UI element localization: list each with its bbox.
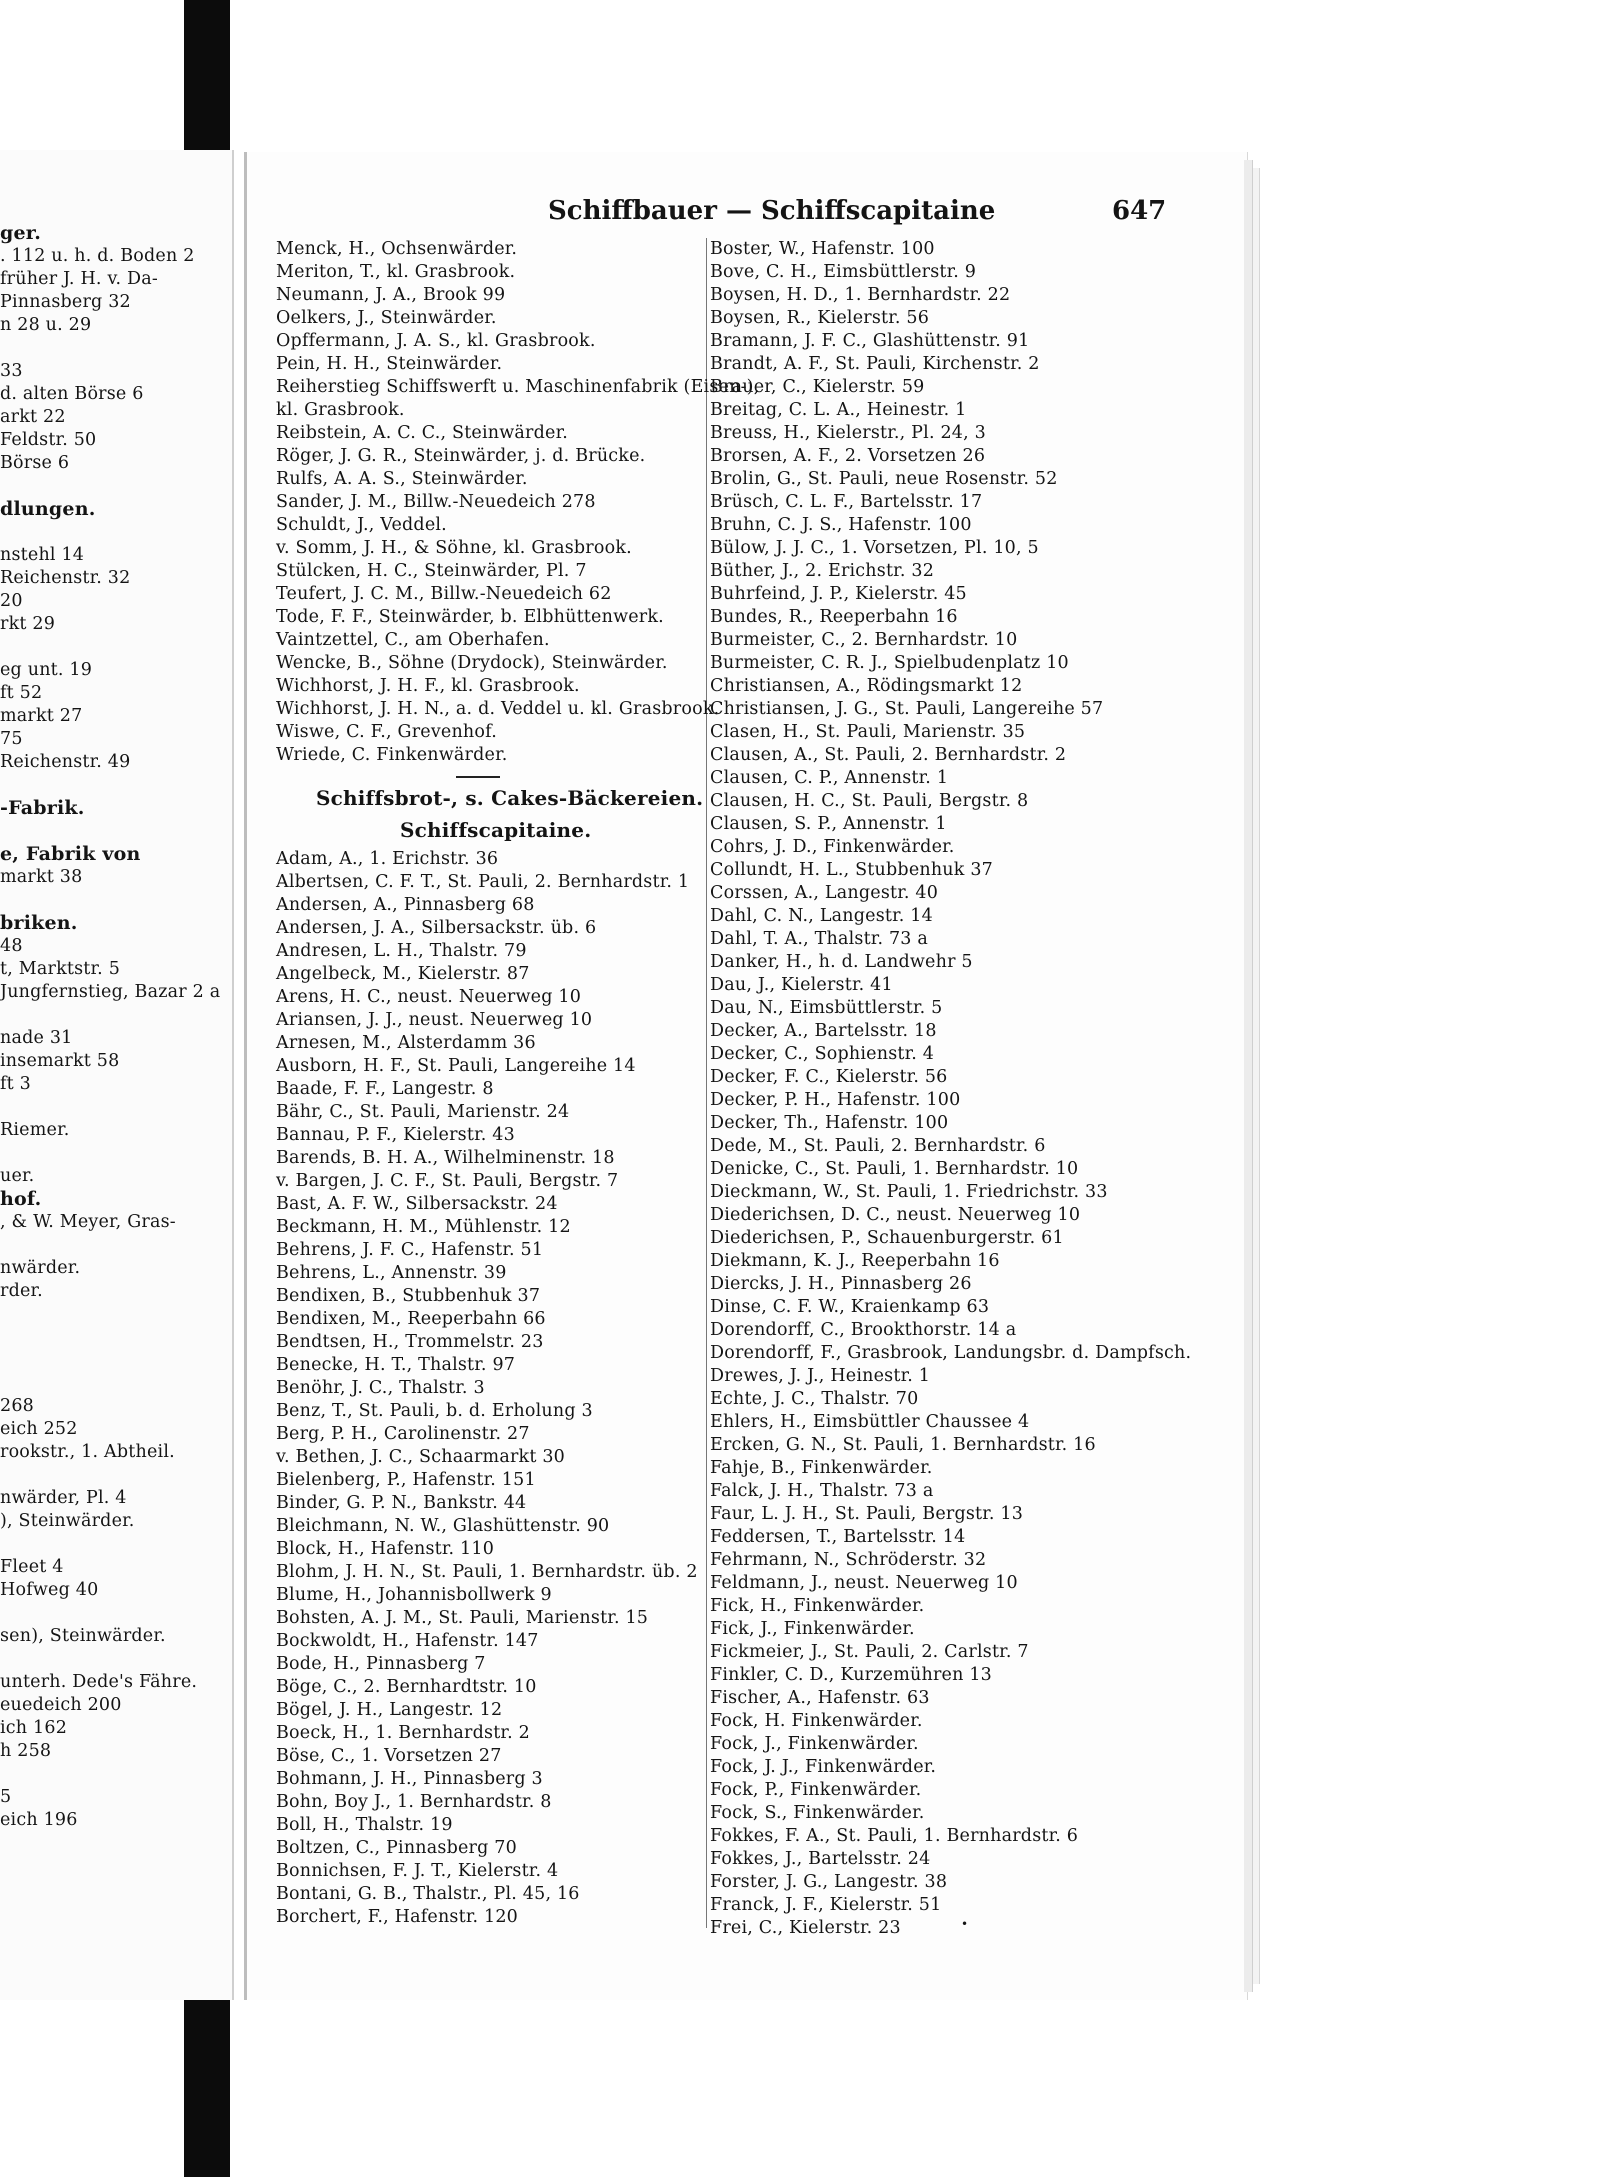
left-page-line: 268 — [0, 1396, 35, 1416]
directory-entry: Ehlers, H., Eimsbüttler Chaussee 4 — [710, 1412, 1030, 1432]
directory-entry: Falck, J. H., Thalstr. 73 a — [710, 1481, 934, 1501]
left-page-line: rder. — [0, 1281, 43, 1301]
directory-entry: Fock, P., Finkenwärder. — [710, 1780, 922, 1800]
directory-entry: Decker, F. C., Kielerstr. 56 — [710, 1067, 948, 1087]
directory-entry: Boysen, R., Kielerstr. 56 — [710, 308, 930, 328]
directory-entry: Bove, C. H., Eimsbüttlerstr. 9 — [710, 262, 977, 282]
directory-entry: Feddersen, T., Bartelsstr. 14 — [710, 1527, 966, 1547]
directory-entry: Wichhorst, J. H. F., kl. Grasbrook. — [276, 676, 580, 696]
directory-entry: Vaintzettel, C., am Oberhafen. — [276, 630, 550, 650]
left-page-line: Pinnasberg 32 — [0, 292, 131, 312]
left-page-line: arkt 22 — [0, 407, 66, 427]
left-page-line: ft 52 — [0, 683, 43, 703]
directory-entry: Brandt, A. F., St. Pauli, Kirchenstr. 2 — [710, 354, 1040, 374]
directory-entry: Blohm, J. H. N., St. Pauli, 1. Bernhardstr. üb. 2 — [276, 1562, 698, 1582]
running-head: Schiffbauer — Schiffscapitaine — [548, 196, 996, 226]
directory-entry: Fischer, A., Hafenstr. 63 — [710, 1688, 930, 1708]
left-page-line: nwärder, Pl. 4 — [0, 1488, 127, 1508]
directory-entry: Stülcken, H. C., Steinwärder, Pl. 7 — [276, 561, 587, 581]
directory-entry: Decker, Th., Hafenstr. 100 — [710, 1113, 949, 1133]
directory-entry: Brorsen, A. F., 2. Vorsetzen 26 — [710, 446, 986, 466]
directory-entry: Bülow, J. J. C., 1. Vorsetzen, Pl. 10, 5 — [710, 538, 1039, 558]
directory-entry: Benecke, H. T., Thalstr. 97 — [276, 1355, 516, 1375]
directory-entry: Breuss, H., Kielerstr., Pl. 24, 3 — [710, 423, 987, 443]
directory-entry: Dorendorff, F., Grasbrook, Landungsbr. d. Dampfsch. — [710, 1343, 1192, 1363]
directory-entry: Fock, S., Finkenwärder. — [710, 1803, 925, 1823]
directory-entry: Berg, P. H., Carolinenstr. 27 — [276, 1424, 530, 1444]
directory-entry: Fock, H. Finkenwärder. — [710, 1711, 923, 1731]
left-page-line: Reichenstr. 32 — [0, 568, 131, 588]
directory-entry: Binder, G. P. N., Bankstr. 44 — [276, 1493, 527, 1513]
directory-entry: Burmeister, C., 2. Bernhardstr. 10 — [710, 630, 1018, 650]
directory-entry: Neumann, J. A., Brook 99 — [276, 285, 506, 305]
left-page-line: eich 252 — [0, 1419, 78, 1439]
directory-entry: Ariansen, J. J., neust. Neuerweg 10 — [276, 1010, 593, 1030]
directory-entry: Boltzen, C., Pinnasberg 70 — [276, 1838, 517, 1858]
directory-entry: v. Bargen, J. C. F., St. Pauli, Bergstr. 7 — [276, 1171, 619, 1191]
directory-entry: Fock, J. J., Finkenwärder. — [710, 1757, 937, 1777]
directory-entry: Fock, J., Finkenwärder. — [710, 1734, 919, 1754]
directory-entry: Bielenberg, P., Hafenstr. 151 — [276, 1470, 536, 1490]
left-page-line: h 258 — [0, 1741, 52, 1761]
directory-entry: Clausen, S. P., Annenstr. 1 — [710, 814, 947, 834]
left-page-line: markt 38 — [0, 867, 83, 887]
directory-entry: Fickmeier, J., St. Pauli, 2. Carlstr. 7 — [710, 1642, 1029, 1662]
left-page-line: briken. — [0, 912, 78, 934]
page-edge — [1253, 168, 1260, 1984]
left-page-line: , & W. Meyer, Gras- — [0, 1212, 176, 1232]
left-page-line: ft 3 — [0, 1074, 32, 1094]
left-page-line: 5 — [0, 1787, 12, 1807]
left-page-line: Fleet 4 — [0, 1557, 64, 1577]
left-page-line: Hofweg 40 — [0, 1580, 99, 1600]
directory-entry: Faur, L. J. H., St. Pauli, Bergstr. 13 — [710, 1504, 1024, 1524]
left-page-line: euedeich 200 — [0, 1695, 122, 1715]
directory-entry: Reibstein, A. C. C., Steinwärder. — [276, 423, 568, 443]
directory-entry: kl. Grasbrook. — [276, 400, 405, 420]
directory-entry: Boeck, H., 1. Bernhardstr. 2 — [276, 1723, 530, 1743]
left-page-line: ), Steinwärder. — [0, 1511, 135, 1531]
directory-entry: v. Bethen, J. C., Schaarmarkt 30 — [276, 1447, 565, 1467]
left-page-line: markt 27 — [0, 706, 83, 726]
left-page-line: ich 162 — [0, 1718, 68, 1738]
directory-entry: Bonnichsen, F. J. T., Kielerstr. 4 — [276, 1861, 559, 1881]
directory-entry: Andersen, J. A., Silbersackstr. üb. 6 — [276, 918, 597, 938]
left-page-line: Jungfernstieg, Bazar 2 a — [0, 982, 221, 1002]
directory-entry: Bendixen, B., Stubbenhuk 37 — [276, 1286, 541, 1306]
directory-entry: Finkler, C. D., Kurzemühren 13 — [710, 1665, 992, 1685]
directory-entry: Boll, H., Thalstr. 19 — [276, 1815, 453, 1835]
directory-entry: Fehrmann, N., Schröderstr. 32 — [710, 1550, 987, 1570]
directory-entry: Decker, C., Sophienstr. 4 — [710, 1044, 935, 1064]
directory-entry: Dau, N., Eimsbüttlerstr. 5 — [710, 998, 943, 1018]
directory-entry: Andresen, L. H., Thalstr. 79 — [276, 941, 527, 961]
directory-entry: Pein, H. H., Steinwärder. — [276, 354, 503, 374]
directory-entry: Diercks, J. H., Pinnasberg 26 — [710, 1274, 972, 1294]
left-page-fragment — [0, 150, 234, 2000]
directory-entry: Collundt, H. L., Stubbenhuk 37 — [710, 860, 994, 880]
directory-entry: Fahje, B., Finkenwärder. — [710, 1458, 933, 1478]
directory-entry: Sander, J. M., Billw.-Neuedeich 278 — [276, 492, 596, 512]
directory-entry: Wiswe, C. F., Grevenhof. — [276, 722, 497, 742]
directory-entry: Clausen, H. C., St. Pauli, Bergstr. 8 — [710, 791, 1029, 811]
left-page-line: sen), Steinwärder. — [0, 1626, 166, 1646]
directory-entry: Burmeister, C. R. J., Spielbudenplatz 10 — [710, 653, 1069, 673]
directory-entry: Benz, T., St. Pauli, b. d. Erholung 3 — [276, 1401, 593, 1421]
section-title: Schiffscapitaine. — [400, 818, 592, 842]
left-page-line: 33 — [0, 361, 23, 381]
directory-entry: Oelkers, J., Steinwärder. — [276, 308, 497, 328]
left-page-line: eich 196 — [0, 1810, 78, 1830]
directory-entry: Röger, J. G. R., Steinwärder, j. d. Brücke. — [276, 446, 646, 466]
ink-dot: • — [961, 1917, 969, 1931]
directory-entry: Bohsten, A. J. M., St. Pauli, Marienstr. 15 — [276, 1608, 649, 1628]
directory-entry: Feldmann, J., neust. Neuerweg 10 — [710, 1573, 1018, 1593]
directory-entry: Dorendorff, C., Brookthorstr. 14 a — [710, 1320, 1017, 1340]
directory-entry: Dede, M., St. Pauli, 2. Bernhardstr. 6 — [710, 1136, 1046, 1156]
left-page-line: t, Marktstr. 5 — [0, 959, 121, 979]
directory-entry: Dieckmann, W., St. Pauli, 1. Friedrichstr. 33 — [710, 1182, 1108, 1202]
directory-entry: Benöhr, J. C., Thalstr. 3 — [276, 1378, 485, 1398]
directory-entry: Boster, W., Hafenstr. 100 — [710, 239, 935, 259]
directory-entry: Wencke, B., Söhne (Drydock), Steinwärder. — [276, 653, 668, 673]
directory-entry: Andersen, A., Pinnasberg 68 — [276, 895, 535, 915]
left-page-line: -Fabrik. — [0, 797, 85, 819]
directory-entry: Bundes, R., Reeperbahn 16 — [710, 607, 958, 627]
column-separator — [706, 238, 707, 1928]
directory-entry: Brolin, G., St. Pauli, neue Rosenstr. 52 — [710, 469, 1058, 489]
left-page-line: insemarkt 58 — [0, 1051, 120, 1071]
directory-entry: Adam, A., 1. Erichstr. 36 — [276, 849, 499, 869]
directory-entry: Clausen, C. P., Annenstr. 1 — [710, 768, 949, 788]
directory-entry: Bockwoldt, H., Hafenstr. 147 — [276, 1631, 539, 1651]
left-page-line: nade 31 — [0, 1028, 73, 1048]
directory-entry: Brauer, C., Kielerstr. 59 — [710, 377, 925, 397]
left-page-line: 75 — [0, 729, 23, 749]
directory-entry: Diekmann, K. J., Reeperbahn 16 — [710, 1251, 1000, 1271]
directory-entry: Albertsen, C. F. T., St. Pauli, 2. Bernhardstr. 1 — [276, 872, 690, 892]
directory-entry: Franck, J. F., Kielerstr. 51 — [710, 1895, 942, 1915]
directory-entry: Schuldt, J., Veddel. — [276, 515, 447, 535]
subheading: Schiffsbrot-, s. Cakes-Bäckereien. — [316, 786, 704, 810]
directory-entry: Dau, J., Kielerstr. 41 — [710, 975, 893, 995]
directory-entry: Böse, C., 1. Vorsetzen 27 — [276, 1746, 502, 1766]
directory-entry: Barends, B. H. A., Wilhelminenstr. 18 — [276, 1148, 615, 1168]
directory-entry: Reiherstieg Schiffswerft u. Maschinenfabrik (Eisen-), — [276, 377, 760, 397]
left-page-line: dlungen. — [0, 498, 96, 520]
directory-entry: Drewes, J. J., Heinestr. 1 — [710, 1366, 931, 1386]
directory-entry: Cohrs, J. D., Finkenwärder. — [710, 837, 955, 857]
directory-entry: Bast, A. F. W., Silbersackstr. 24 — [276, 1194, 558, 1214]
directory-entry: Bruhn, C. J. S., Hafenstr. 100 — [710, 515, 972, 535]
directory-entry: Ausborn, H. F., St. Pauli, Langereihe 14 — [276, 1056, 636, 1076]
directory-entry: Dahl, T. A., Thalstr. 73 a — [710, 929, 929, 949]
directory-entry: Bannau, P. F., Kielerstr. 43 — [276, 1125, 515, 1145]
left-page-line: e, Fabrik von — [0, 843, 141, 865]
directory-entry: Arens, H. C., neust. Neuerweg 10 — [276, 987, 582, 1007]
directory-entry: Block, H., Hafenstr. 110 — [276, 1539, 495, 1559]
directory-entry: Fokkes, F. A., St. Pauli, 1. Bernhardstr. 6 — [710, 1826, 1079, 1846]
left-page-line: Riemer. — [0, 1120, 70, 1140]
directory-entry: Bleichmann, N. W., Glashüttenstr. 90 — [276, 1516, 610, 1536]
directory-entry: Bendtsen, H., Trommelstr. 23 — [276, 1332, 544, 1352]
directory-entry: Behrens, L., Annenstr. 39 — [276, 1263, 507, 1283]
directory-entry: Decker, A., Bartelsstr. 18 — [710, 1021, 937, 1041]
directory-entry: Clausen, A., St. Pauli, 2. Bernhardstr. 2 — [710, 745, 1067, 765]
directory-entry: Dinse, C. F. W., Kraienkamp 63 — [710, 1297, 990, 1317]
left-page-line: nwärder. — [0, 1258, 81, 1278]
directory-entry: Opffermann, J. A. S., kl. Grasbrook. — [276, 331, 596, 351]
directory-entry: Arnesen, M., Alsterdamm 36 — [276, 1033, 536, 1053]
page-number: 647 — [1112, 196, 1167, 226]
directory-entry: Bontani, G. B., Thalstr., Pl. 45, 16 — [276, 1884, 580, 1904]
directory-entry: Böge, C., 2. Bernhardtstr. 10 — [276, 1677, 537, 1697]
directory-entry: Büther, J., 2. Erichstr. 32 — [710, 561, 935, 581]
left-page-line: rookstr., 1. Abtheil. — [0, 1442, 175, 1462]
left-page-line: Börse 6 — [0, 453, 70, 473]
left-page-line: rkt 29 — [0, 614, 56, 634]
directory-entry: Wichhorst, J. H. N., a. d. Veddel u. kl. Grasbrook. — [276, 699, 720, 719]
left-page-line: hof. — [0, 1188, 42, 1210]
directory-entry: Bode, H., Pinnasberg 7 — [276, 1654, 486, 1674]
directory-entry: Diederichsen, P., Schauenburgerstr. 61 — [710, 1228, 1064, 1248]
directory-entry: Bähr, C., St. Pauli, Marienstr. 24 — [276, 1102, 570, 1122]
directory-entry: Rulfs, A. A. S., Steinwärder. — [276, 469, 528, 489]
directory-entry: Buhrfeind, J. P., Kielerstr. 45 — [710, 584, 967, 604]
directory-entry: Behrens, J. F. C., Hafenstr. 51 — [276, 1240, 544, 1260]
directory-entry: Christiansen, J. G., St. Pauli, Langereihe 57 — [710, 699, 1104, 719]
left-page-line: 20 — [0, 591, 23, 611]
directory-entry: Bohmann, J. H., Pinnasberg 3 — [276, 1769, 543, 1789]
left-page-line: . 112 u. h. d. Boden 2 — [0, 246, 195, 266]
directory-entry: Beckmann, H. M., Mühlenstr. 12 — [276, 1217, 571, 1237]
directory-entry: Bendixen, M., Reeperbahn 66 — [276, 1309, 546, 1329]
directory-entry: Danker, H., h. d. Landwehr 5 — [710, 952, 973, 972]
directory-entry: Breitag, C. L. A., Heinestr. 1 — [710, 400, 967, 420]
directory-entry: Dahl, C. N., Langestr. 14 — [710, 906, 933, 926]
directory-entry: Borchert, F., Hafenstr. 120 — [276, 1907, 519, 1927]
directory-entry: Bohn, Boy J., 1. Bernhardstr. 8 — [276, 1792, 552, 1812]
directory-entry: Tode, F. F., Steinwärder, b. Elbhüttenwerk. — [276, 607, 664, 627]
directory-entry: Fick, J., Finkenwärder. — [710, 1619, 915, 1639]
directory-entry: Diederichsen, D. C., neust. Neuerweg 10 — [710, 1205, 1081, 1225]
directory-entry: Christiansen, A., Rödingsmarkt 12 — [710, 676, 1023, 696]
left-page-line: ger. — [0, 222, 42, 244]
left-page-line: Reichenstr. 49 — [0, 752, 131, 772]
directory-entry: v. Somm, J. H., & Söhne, kl. Grasbrook. — [276, 538, 632, 558]
directory-entry: Bögel, J. H., Langestr. 12 — [276, 1700, 503, 1720]
left-page-line: uer. — [0, 1166, 35, 1186]
left-page-line: früher J. H. v. Da- — [0, 269, 158, 289]
directory-entry: Bramann, J. F. C., Glashüttenstr. 91 — [710, 331, 1030, 351]
directory-entry: Brüsch, C. L. F., Bartelsstr. 17 — [710, 492, 983, 512]
directory-entry: Denicke, C., St. Pauli, 1. Bernhardstr. 10 — [710, 1159, 1079, 1179]
directory-entry: Clasen, H., St. Pauli, Marienstr. 35 — [710, 722, 1026, 742]
directory-entry: Angelbeck, M., Kielerstr. 87 — [276, 964, 530, 984]
directory-entry: Boysen, H. D., 1. Bernhardstr. 22 — [710, 285, 1011, 305]
directory-entry: Wriede, C. Finkenwärder. — [276, 745, 508, 765]
directory-entry: Ercken, G. N., St. Pauli, 1. Bernhardstr. 16 — [710, 1435, 1096, 1455]
directory-entry: Fick, H., Finkenwärder. — [710, 1596, 925, 1616]
directory-entry: Fokkes, J., Bartelsstr. 24 — [710, 1849, 931, 1869]
left-page-line: nstehl 14 — [0, 545, 85, 565]
directory-entry: Blume, H., Johannisbollwerk 9 — [276, 1585, 552, 1605]
directory-entry: Menck, H., Ochsenwärder. — [276, 239, 518, 259]
section-divider — [456, 776, 500, 778]
directory-entry: Frei, C., Kielerstr. 23 — [710, 1918, 901, 1938]
left-page-line: unterh. Dede's Fähre. — [0, 1672, 198, 1692]
directory-entry: Meriton, T., kl. Grasbrook. — [276, 262, 516, 282]
directory-entry: Teufert, J. C. M., Billw.-Neuedeich 62 — [276, 584, 612, 604]
directory-entry: Echte, J. C., Thalstr. 70 — [710, 1389, 919, 1409]
left-page-line: eg unt. 19 — [0, 660, 93, 680]
directory-entry: Forster, J. G., Langestr. 38 — [710, 1872, 948, 1892]
left-page-line: d. alten Börse 6 — [0, 384, 144, 404]
left-page-line: Feldstr. 50 — [0, 430, 97, 450]
directory-entry: Decker, P. H., Hafenstr. 100 — [710, 1090, 961, 1110]
left-page-line: 48 — [0, 936, 23, 956]
left-page-line: n 28 u. 29 — [0, 315, 92, 335]
directory-entry: Corssen, A., Langestr. 40 — [710, 883, 939, 903]
directory-entry: Baade, F. F., Langestr. 8 — [276, 1079, 494, 1099]
page-edge — [1244, 160, 1253, 1992]
